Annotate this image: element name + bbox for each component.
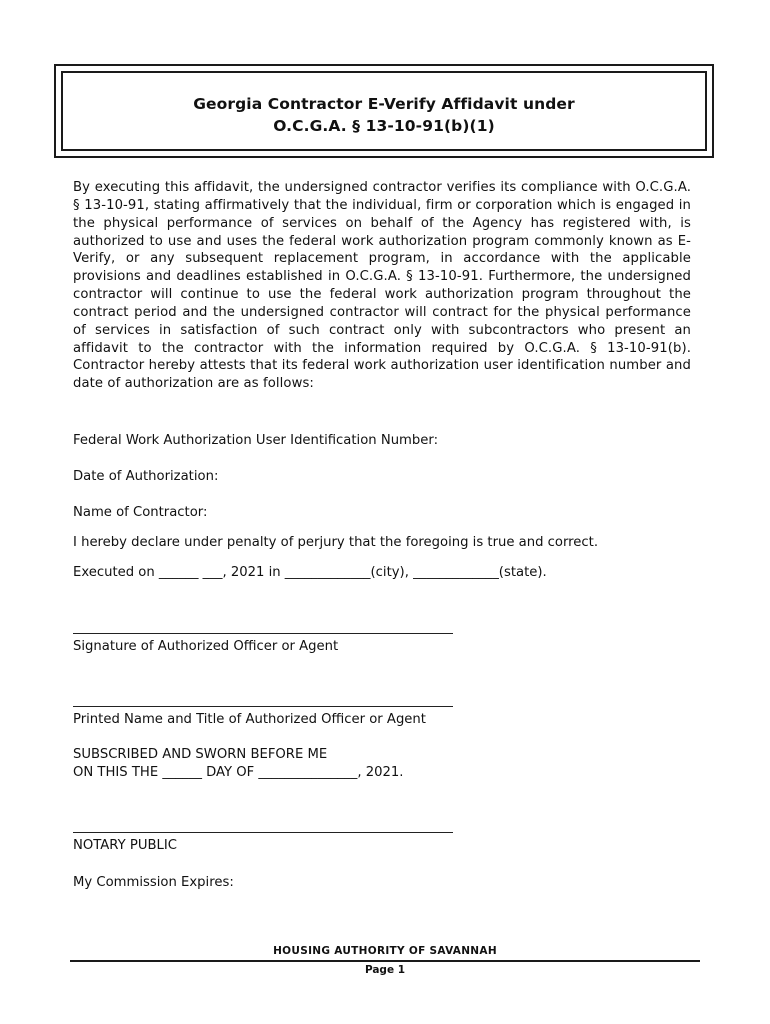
title-box xyxy=(54,64,714,158)
date-of-authorization-label: Date of Authorization: xyxy=(73,469,219,484)
sworn-before-line-2: ON THIS THE ______ DAY OF _______________, 2021. xyxy=(73,765,404,780)
user-id-label: Federal Work Authorization User Identification Number: xyxy=(73,433,439,448)
notary-signature-rule xyxy=(73,832,453,833)
printed-name-label: Printed Name and Title of Authorized Officer or Agent xyxy=(73,712,426,727)
contractor-name-label: Name of Contractor: xyxy=(73,505,208,520)
footer-organization: HOUSING AUTHORITY OF SAVANNAH xyxy=(273,945,497,957)
officer-signature-label: Signature of Authorized Officer or Agent xyxy=(73,639,339,654)
officer-signature-rule xyxy=(73,633,453,634)
printed-name-rule xyxy=(73,706,453,707)
title-inner-frame xyxy=(61,71,707,151)
perjury-declaration: I hereby declare under penalty of perjury that the foregoing is true and correct. xyxy=(73,535,599,550)
commission-expires-label: My Commission Expires: xyxy=(73,875,234,890)
executed-on-line: Executed on ______ ___, 2021 in _____________(city), _____________(state). xyxy=(73,565,547,580)
footer-rule xyxy=(70,960,700,962)
sworn-before-line-1: SUBSCRIBED AND SWORN BEFORE ME xyxy=(73,747,328,762)
affidavit-body-paragraph: By executing this affidavit, the undersigned contractor verifies its compliance with O.C.G.A. § 13-10-91, stating affirmatively that the individual, firm or corporation which is engaged in the physical performance of services on behalf of the Agency has registered with, is authorized to use and uses the federal work authorization program commonly known as E-Verify, or any subsequent replacement program, in accordance with the applicable provisions and deadlines established in O.C.G.A. § 13-10-91. Furthermore, the undersigned contractor will continue to use the federal work authorization program throughout the contract period and the undersigned contractor will contract for the physical performance of services in satisfaction of such contract only with subcontractors who present an affidavit to the contractor with the information required by O.C.G.A. § 13-10-91(b). Contractor hereby attests that its federal work authorization user identification number and date of authorization are as follows: xyxy=(73,180,691,392)
document-title-line-1: Georgia Contractor E-Verify Affidavit under xyxy=(193,95,575,113)
page-number: Page 1 xyxy=(364,964,406,976)
document-title-line-2: O.C.G.A. § 13-10-91(b)(1) xyxy=(273,117,495,135)
notary-public-label: NOTARY PUBLIC xyxy=(73,838,177,853)
